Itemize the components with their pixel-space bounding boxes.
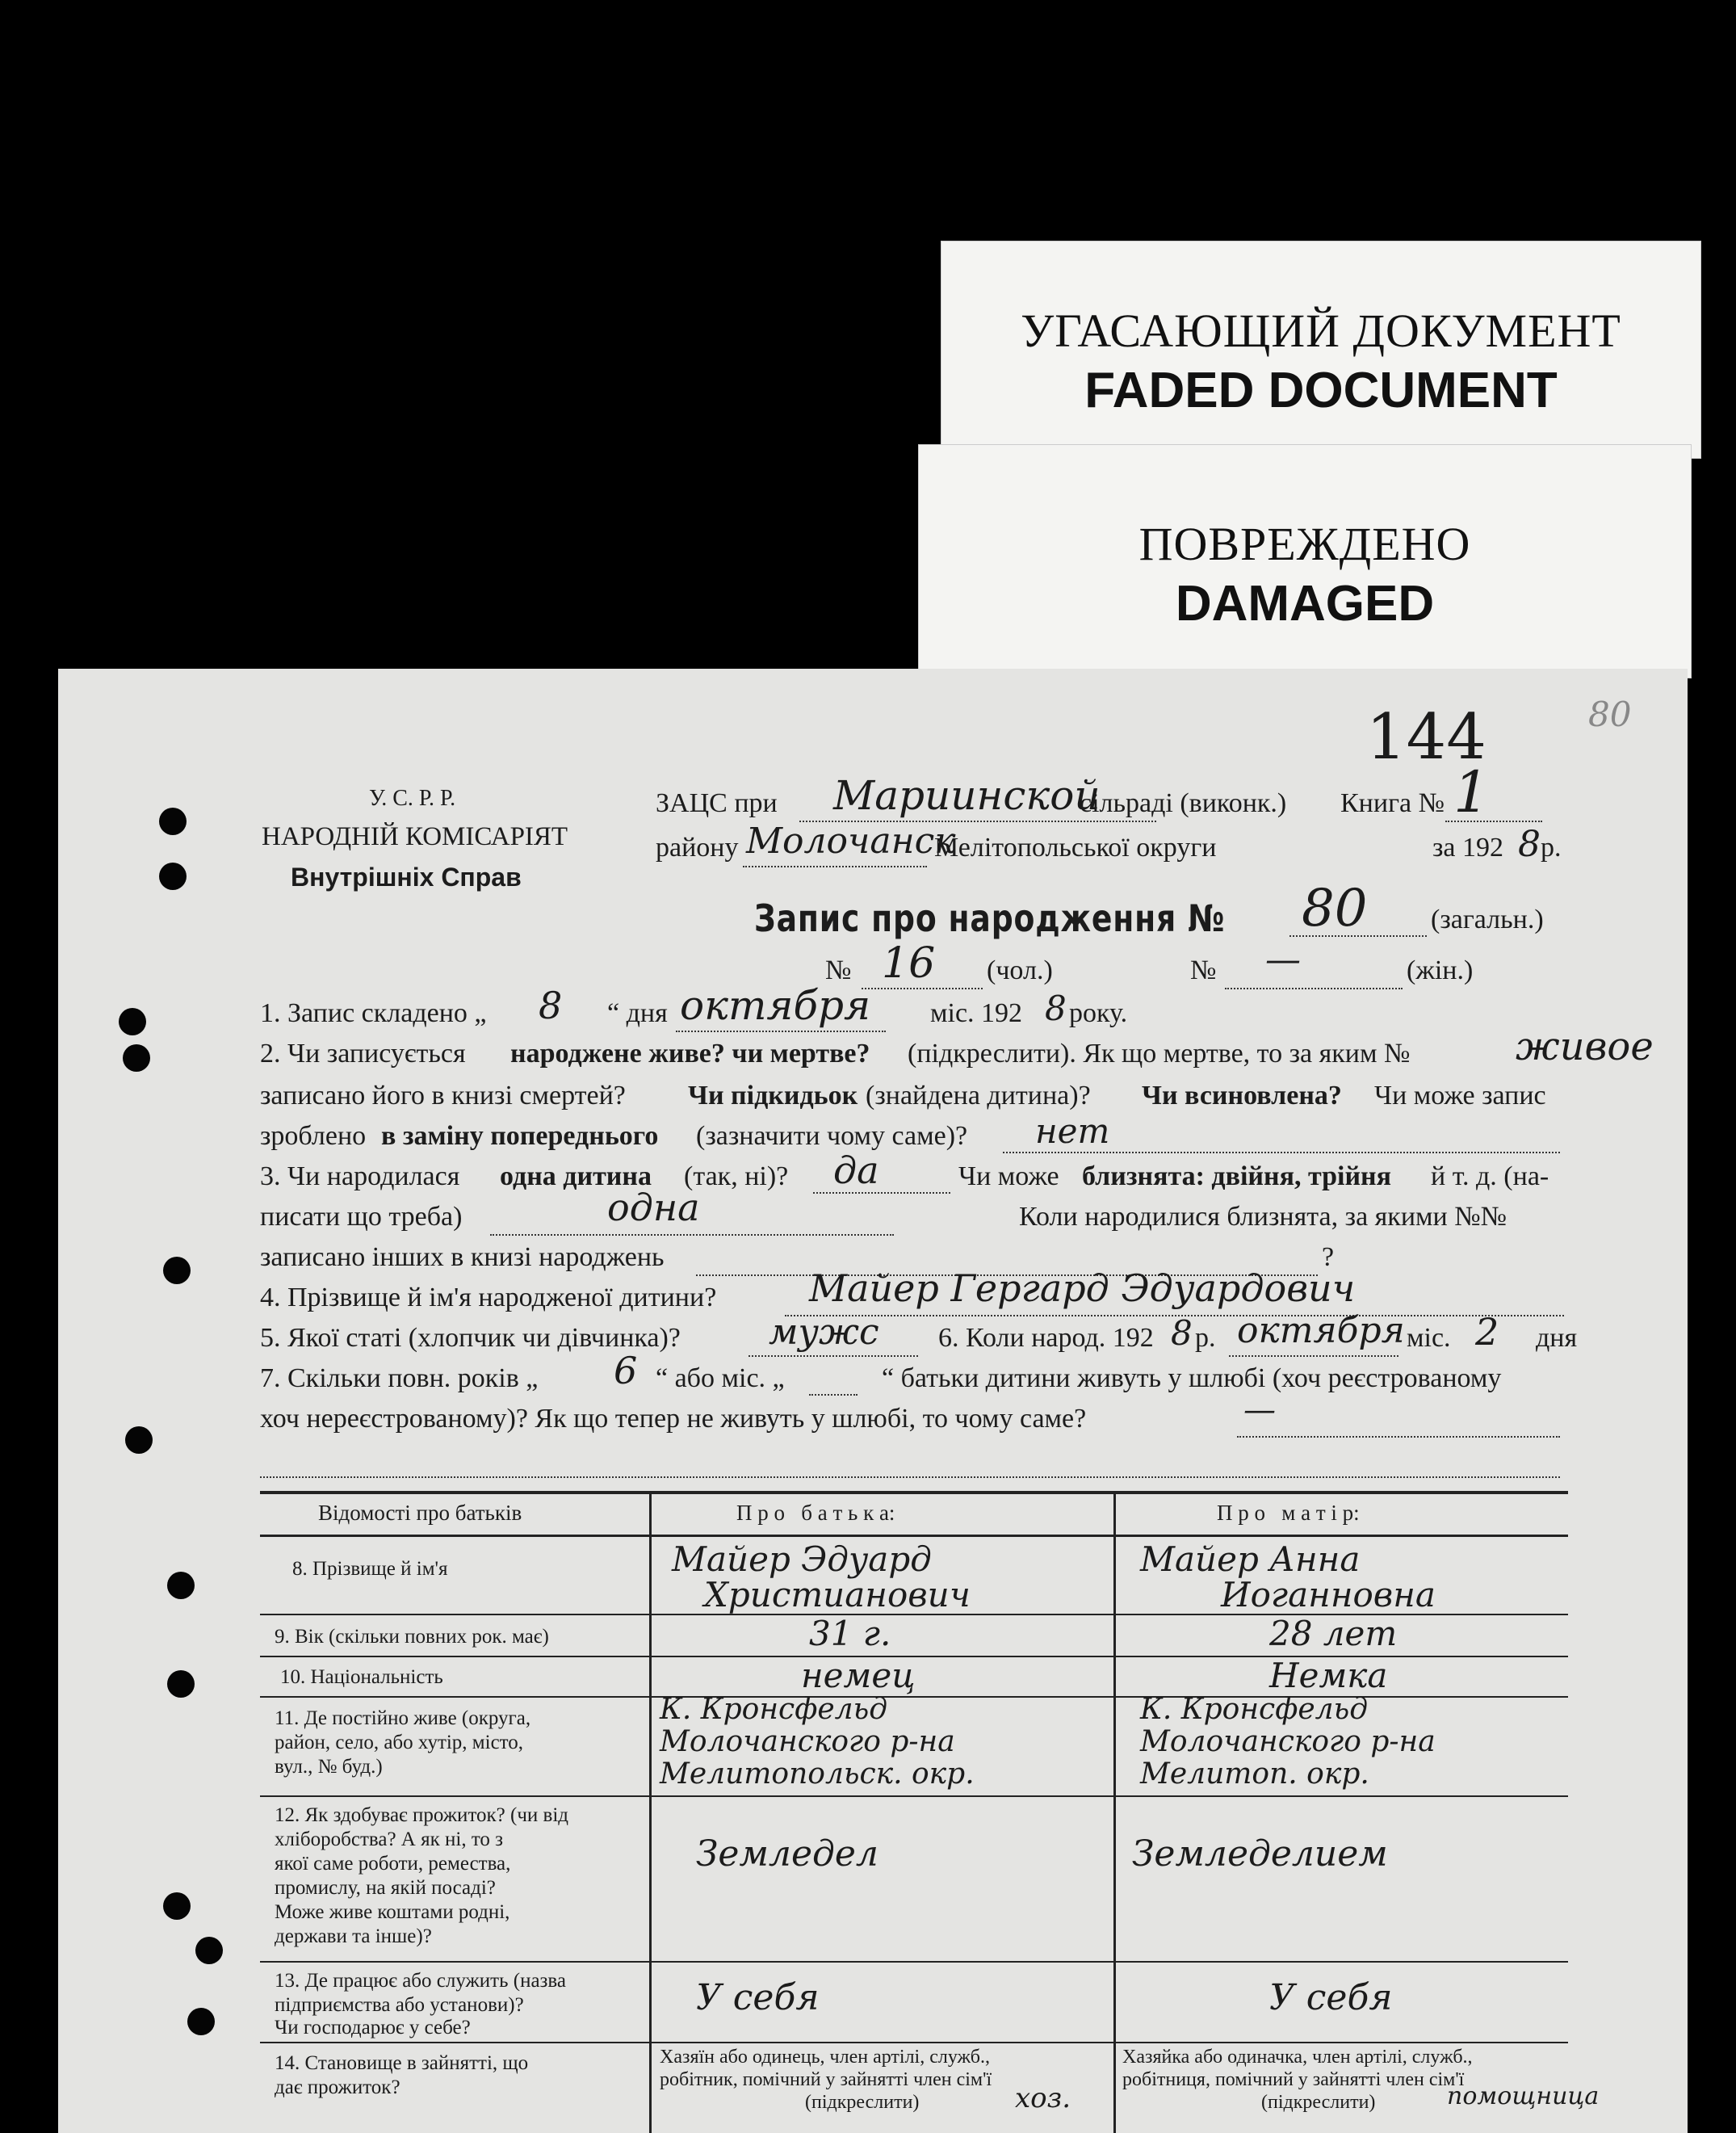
father-work-hw: У себя <box>696 1977 820 2018</box>
table-header-mother: П р о м а т і р: <box>1217 1501 1360 1525</box>
q6-label: 6. Коли народ. 192 <box>938 1323 1154 1353</box>
birth-day-hw: 2 <box>1475 1310 1499 1354</box>
punch-hole <box>125 1426 153 1454</box>
year-label: за 192 <box>1432 833 1504 863</box>
commissariat-label: НАРОДНІЙ КОМІСАРІЯТ <box>262 822 568 851</box>
q1-label: 1. Запис складено „ <box>260 998 487 1028</box>
row-income-label-4: промислу, на якій посаді? <box>275 1877 496 1899</box>
faded-label-en: FADED DOCUMENT <box>1084 363 1558 418</box>
year-digit-hw: 8 <box>1518 824 1541 865</box>
female-label: (жін.) <box>1407 955 1474 985</box>
general-label: (загальн.) <box>1431 905 1544 934</box>
birth-day-label: дня <box>1536 1323 1578 1353</box>
damaged-label-en: DAMAGED <box>1175 576 1435 632</box>
punch-hole <box>159 863 187 890</box>
q3-line1-d: Чи може <box>958 1161 1059 1191</box>
q5-label: 5. Якої статі (хлопчик чи дівчинка)? <box>260 1323 681 1353</box>
punch-hole <box>163 1892 191 1920</box>
punch-hole <box>167 1670 195 1698</box>
child-name-hw: Майер Гергард Эдуардович <box>809 1266 1356 1310</box>
q3-line1-b: одна дитина <box>500 1161 652 1191</box>
female-no-label: № <box>1190 955 1217 985</box>
birth-month-label: міс. <box>1407 1323 1451 1353</box>
table-header-border <box>260 1535 1568 1537</box>
father-residence-hw-1: К. Кронсфельд <box>660 1693 888 1726</box>
book-label: Книга № <box>1340 788 1445 818</box>
faded-document-sticker <box>941 241 1701 459</box>
damaged-sticker <box>918 444 1692 678</box>
general-number-hw: 80 <box>1302 879 1368 938</box>
row-residence-label-1: 11. Де постійно живе (округа, <box>275 1707 531 1729</box>
male-no-label: № <box>825 955 852 985</box>
row-income-label-6: держави та інше)? <box>275 1925 432 1947</box>
zags-village-hw: Мариинской <box>833 772 1101 819</box>
q2-line2-d: Чи всиновлена? <box>1142 1081 1342 1111</box>
row-work-label-2: підприємства або установи)? <box>275 1994 524 2016</box>
row-work-label-1: 13. Де працює або служить (назва <box>275 1970 566 1992</box>
birth-year-suffix: р. <box>1195 1323 1216 1353</box>
birth-year-hw: 8 <box>1171 1313 1193 1353</box>
row-status-label-2: дає прожиток? <box>275 2076 400 2098</box>
row-work-label-3: Чи господарює у себе? <box>275 2017 471 2039</box>
birth-month-hw: октября <box>1237 1310 1405 1351</box>
father-status-print-1: Хазяїн або одинець, член артілі, служб., <box>660 2047 990 2068</box>
marriage-years-hw: 6 <box>614 1349 638 1392</box>
father-name-hw-1: Майер Эдуард <box>672 1539 932 1579</box>
q7-line1-b: “ або міс. „ <box>656 1363 785 1393</box>
q3-line1-e: близнята: двійня, трійня <box>1082 1161 1392 1191</box>
father-status-hw: хоз. <box>1015 2082 1071 2114</box>
punch-hole <box>163 1257 191 1284</box>
row-age-label: 9. Вік (скільки повних рок. має) <box>275 1626 549 1648</box>
damaged-label-ru: ПОВРЕЖДЕНО <box>1138 518 1471 570</box>
q1-day-suffix: “ дня <box>607 998 668 1028</box>
year-suffix: р. <box>1541 833 1562 863</box>
q7-reason-hw: — <box>1243 1392 1276 1429</box>
q2-line2-a: записано його в книзі смертей? <box>260 1081 626 1111</box>
table-col-divider-2 <box>1113 1491 1116 2133</box>
mother-nationality-hw: Немка <box>1269 1656 1388 1695</box>
father-name-hw-2: Христианович <box>704 1575 971 1614</box>
q3-line2-a: писати що треба) <box>260 1202 463 1232</box>
q2-line2-e: Чи може запис <box>1374 1081 1546 1111</box>
mother-status-print-3: (підкреслити) <box>1261 2092 1376 2113</box>
q2-line1-c: (підкреслити). Як що мертве, то за яким № <box>908 1039 1411 1069</box>
q4-label: 4. Прізвище й ім'я народженої дитини? <box>260 1283 717 1312</box>
punch-hole <box>119 1008 146 1035</box>
punch-hole <box>167 1572 195 1599</box>
q2-alive-hw: живое <box>1516 1024 1654 1069</box>
mother-status-print-1: Хазяйка або одиначка, член артілі, служб., <box>1122 2047 1473 2068</box>
punch-hole <box>187 2008 215 2035</box>
q3-line1-c: (так, ні)? <box>684 1161 789 1191</box>
father-age-hw: 31 г. <box>809 1614 891 1653</box>
male-number-hw: 16 <box>882 939 936 988</box>
q2-line2-c: (знайдена дитина)? <box>866 1081 1091 1111</box>
table-header-father: П р о б а т ь к а: <box>736 1501 895 1525</box>
archive-page-number: 144 <box>1366 701 1487 774</box>
q3-single-hw: да <box>833 1148 879 1192</box>
q1-year-suffix: року. <box>1069 998 1128 1028</box>
q2-replace-hw: нет <box>1035 1111 1110 1151</box>
father-status-print-3: (підкреслити) <box>805 2092 920 2113</box>
punch-hole <box>195 1937 223 1964</box>
q3-line1-f: й т. д. (на- <box>1431 1161 1549 1191</box>
mother-residence-hw-2: Молочанского р-на <box>1140 1725 1436 1758</box>
q3-count-hw: одна <box>607 1186 700 1229</box>
row-income-label-1: 12. Як здобуває прожиток? (чи від <box>275 1804 569 1826</box>
birth-record-form <box>58 669 1688 2133</box>
row-income-label-5: Може живе коштами родні, <box>275 1901 510 1923</box>
q3-line3-a: записано інших в книзі народжень <box>260 1242 665 1272</box>
okruga-label: Мелітопольської округи <box>934 833 1217 863</box>
q2-line1-b: народжене живе? чи мертве? <box>510 1039 870 1069</box>
mother-residence-hw-1: К. Кронсфельд <box>1140 1693 1369 1726</box>
book-number-hw: 1 <box>1453 759 1490 825</box>
row-status-label-1: 14. Становище в зайнятті, що <box>275 2052 529 2074</box>
father-status-print-2: робітник, помічний у зайнятті член сім'ї <box>660 2069 992 2090</box>
q2-line3-c: (зазначити чому саме)? <box>696 1121 968 1151</box>
mother-income-hw: Земледелием <box>1132 1833 1388 1875</box>
q3-line2-b: Коли народилися близнята, за якими №№ <box>1019 1202 1507 1232</box>
row-nationality-label: 10. Національність <box>280 1666 443 1688</box>
row-income-label-3: якої саме роботи, ремества, <box>275 1853 511 1875</box>
father-income-hw: Земледел <box>696 1833 878 1875</box>
father-nationality-hw: немец <box>801 1656 916 1695</box>
q2-line3-b: в заміну попереднього <box>381 1121 659 1151</box>
table-col-divider-1 <box>649 1491 652 2133</box>
mother-status-print-2: робітниця, помічний у зайнятті член сім'ї <box>1122 2069 1465 2090</box>
q2-line1-a: 2. Чи записується <box>260 1039 466 1069</box>
male-label: (чол.) <box>987 955 1053 985</box>
q7-line2: хоч нереєстрованому)? Як що тепер не живуть у шлюбі, то чому саме? <box>260 1404 1087 1434</box>
district-label: району <box>656 833 739 863</box>
table-header-parents: Відомості про батьків <box>318 1501 522 1525</box>
archive-small-number: 80 <box>1588 695 1632 734</box>
internal-affairs-label: Внутрішніх Справ <box>291 863 522 892</box>
row-name-label: 8. Прізвище й ім'я <box>292 1558 448 1580</box>
zags-label: ЗАЦС при <box>656 788 778 818</box>
q2-line2-b: Чи підкидьок <box>688 1081 858 1111</box>
q1-day-hw: 8 <box>539 984 563 1027</box>
row-income-label-2: хліборобства? А як ні, то з <box>275 1829 504 1850</box>
q2-line3-a: зроблено <box>260 1121 367 1151</box>
q7-line1-a: 7. Скільки повн. років „ <box>260 1363 539 1393</box>
female-number-hw: — <box>1265 939 1301 980</box>
q7-line1-c: “ батьки дитини живуть у шлюбі (хоч реєстрованому <box>882 1363 1502 1393</box>
punch-hole <box>159 808 187 835</box>
mother-name-hw-1: Майер Анна <box>1140 1539 1361 1579</box>
row-residence-label-3: вул., № буд.) <box>275 1756 383 1778</box>
row-residence-label-2: район, село, або хутір, місто, <box>275 1732 524 1753</box>
mother-work-hw: У себя <box>1269 1977 1393 2018</box>
district-hw: Молочанск <box>746 821 956 862</box>
zags-council-label: сільраді (виконк.) <box>1080 788 1287 818</box>
punch-hole <box>123 1044 150 1072</box>
q1-month-label: міс. 192 <box>930 998 1023 1028</box>
table-top-border <box>260 1491 1568 1494</box>
mother-status-hw: помощница <box>1447 2082 1600 2110</box>
father-residence-hw-2: Молочанского р-на <box>660 1725 955 1758</box>
q1-month-hw: октября <box>680 982 871 1029</box>
mother-residence-hw-3: Мелитоп. окр. <box>1140 1757 1369 1791</box>
usrr-label: У. С. Р. Р. <box>369 786 456 811</box>
mother-name-hw-2: Иоганновна <box>1221 1575 1436 1614</box>
child-sex-hw: мужс <box>769 1312 879 1353</box>
mother-age-hw: 28 лет <box>1269 1614 1398 1653</box>
record-title: Запис про народження № <box>754 896 1226 940</box>
q1-year-hw: 8 <box>1045 989 1067 1028</box>
faded-label-ru: УГАСАЮЩИЙ ДОКУМЕНТ <box>1021 304 1621 357</box>
q3-line1-a: 3. Чи народилася <box>260 1161 460 1191</box>
q3-line3-b: ? <box>1322 1242 1335 1272</box>
father-residence-hw-3: Мелитопольск. окр. <box>660 1757 975 1791</box>
